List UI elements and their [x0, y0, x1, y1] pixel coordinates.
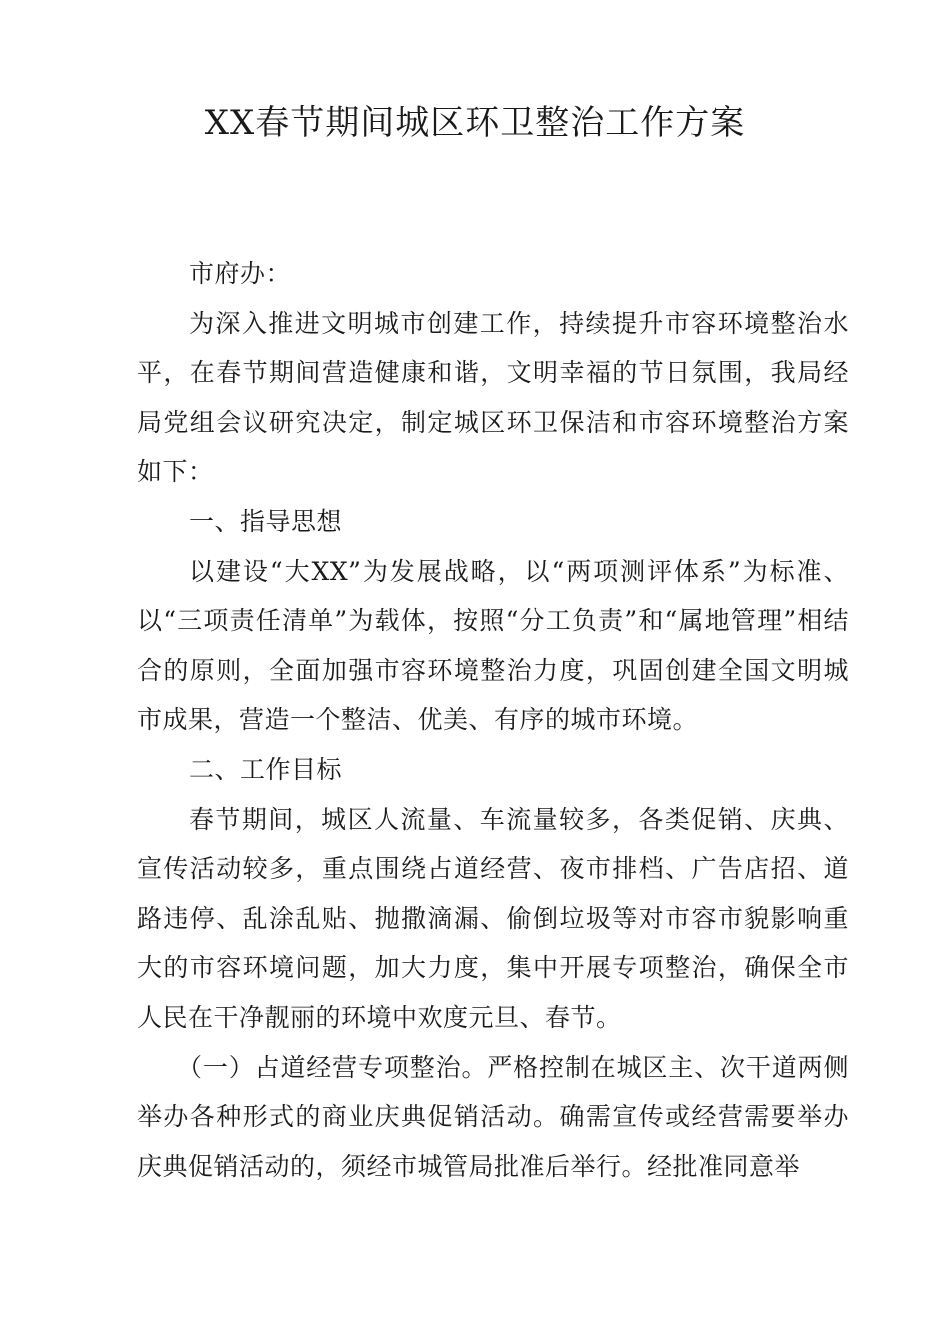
subsection-street-vending-paragraph: （一）占道经营专项整治。严格控制在城区主、次干道两侧举办各种形式的商业庆典促销活动。确需宣传或经营需要举办庆典促销活动的，须经市城管局批准后举行。经批准同意举 [137, 1052, 849, 1181]
intro-paragraph: 为深入推进文明城市创建工作，持续提升市容环境整治水平，在春节期间营造健康和谐，文明幸福的节日氛围，我局经局党组会议研究决定，制定城区环卫保洁和市容环境整治方案如下： [137, 308, 849, 487]
document-title: XX春节期间城区环卫整治工作方案 [204, 103, 746, 143]
recipient-line: 市府办： [189, 259, 292, 288]
work-goals-paragraph: 春节期间，城区人流量、车流量较多，各类促销、庆典、宣传活动较多，重点围绕占道经营、夜市排档、广告店招、道路违停、乱涂乱贴、抛撒滴漏、偷倒垃圾等对市容市貌影响重大的市容环境问题，加大力度，集中开展专项整治，确保全市人民在干净靓丽的环境中欢度元旦、春节。 [137, 804, 849, 1032]
section-heading-guiding-ideology: 一、指导思想 [189, 506, 343, 536]
document-body [137, 249, 849, 1191]
section-heading-work-goals: 二、工作目标 [189, 754, 343, 784]
guiding-ideology-paragraph: 以建设“大XX”为发展战略，以“两项测评体系”为标准、以“三项责任清单”为载体，按照“分工负责”和“属地管理”相结合的原则，全面加强市容环境整治力度，巩固创建全国文明城市成果，营造一个整洁、优美、有序的城市环境。 [137, 556, 849, 735]
